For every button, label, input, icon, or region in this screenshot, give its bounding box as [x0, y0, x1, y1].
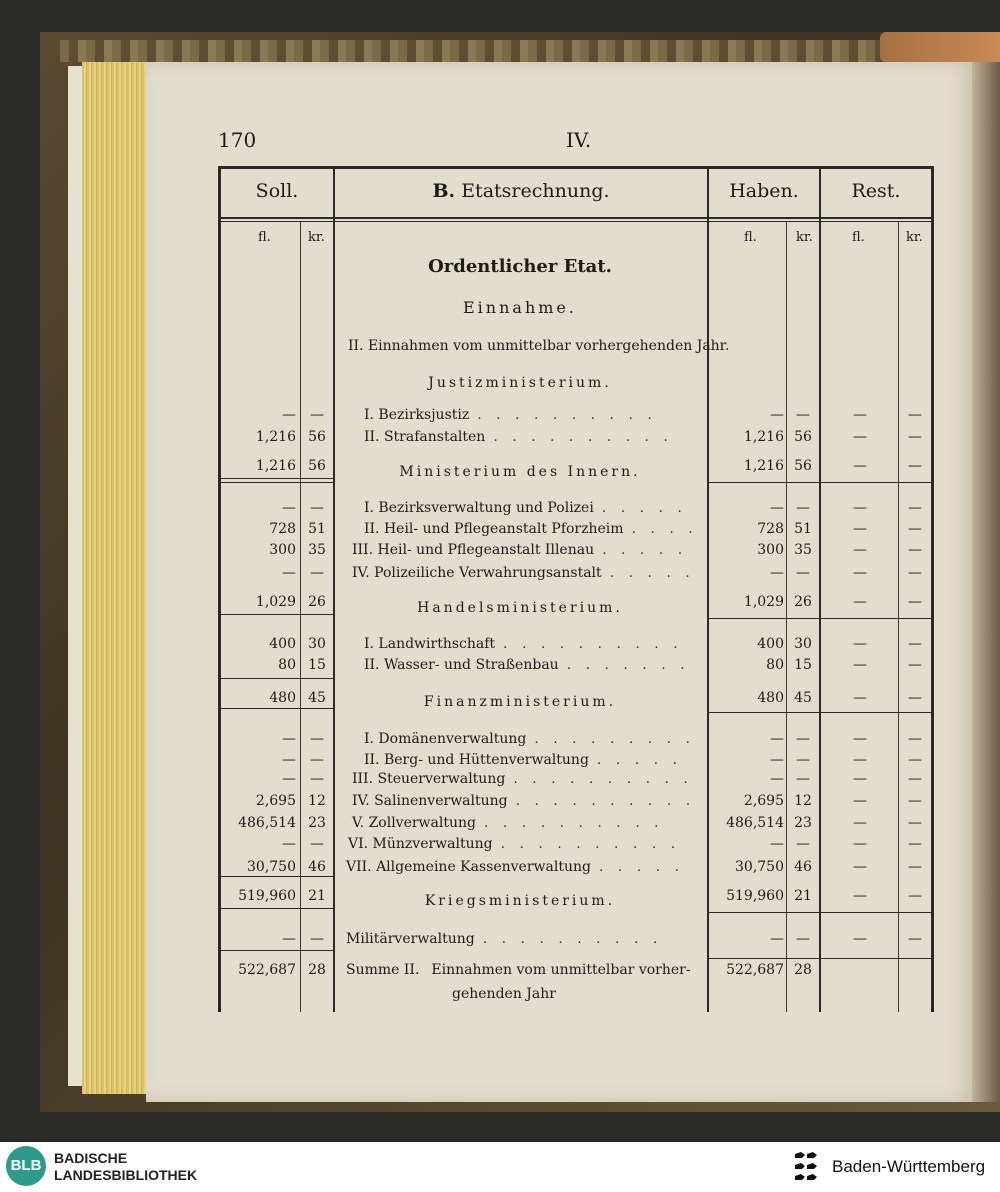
soll-fl-cell: 1,216	[255, 458, 296, 474]
haben-fl-cell: —	[770, 931, 784, 947]
rule	[221, 876, 333, 877]
rule	[709, 912, 931, 913]
unit-rest-kr: kr.	[906, 230, 923, 245]
section-justiz: Justizministerium.	[428, 375, 612, 391]
header-rule	[221, 217, 931, 219]
row-label-text: VII. Allgemeine Kassenverwaltung	[346, 859, 591, 875]
row-label-text: Summe II.	[346, 962, 420, 978]
unit-soll-kr: kr.	[308, 230, 325, 245]
haben-fl-cell: 300	[757, 542, 784, 558]
rule	[709, 958, 931, 959]
blb-logo-icon: BLB	[6, 1146, 46, 1186]
row-label	[352, 565, 695, 581]
soll-fl-cell: 486,514	[238, 815, 296, 831]
haben-kr-cell: —	[796, 836, 810, 852]
unit-rest-fl: fl.	[852, 230, 865, 245]
rule	[221, 614, 333, 615]
page-gutter-shadow	[972, 62, 1000, 1102]
soll-fl-cell: 728	[269, 521, 296, 537]
soll-kr-cell: 35	[308, 542, 326, 558]
dot-leader: . . . . . . .	[566, 657, 690, 673]
soll-fl-cell: —	[282, 731, 296, 747]
header-prefix: B.	[432, 180, 456, 202]
rest-kr-cell: —	[908, 731, 922, 747]
haben-fl-cell: 1,029	[743, 594, 784, 610]
soll-kr-cell: 12	[308, 793, 326, 809]
dot-leader: . . . . . . . . . .	[477, 407, 657, 423]
dot-leader: . . . . .	[602, 542, 688, 558]
soll-fl-cell: 400	[269, 636, 296, 652]
haben-fl-cell: 486,514	[726, 815, 784, 831]
row-label	[364, 657, 690, 673]
haben-fl-cell: 480	[757, 690, 784, 706]
haben-kr-cell: 15	[794, 657, 812, 673]
library-name	[54, 1150, 197, 1184]
haben-kr-cell: 26	[794, 594, 812, 610]
unit-soll-fl: fl.	[258, 230, 271, 245]
haben-kr-cell: 45	[794, 690, 812, 706]
rest-kr-cell: —	[908, 752, 922, 768]
haben-kr-cell: —	[796, 931, 810, 947]
row-label	[348, 836, 680, 852]
haben-fl-cell: —	[770, 836, 784, 852]
haben-kr-cell: —	[796, 731, 810, 747]
col-sep-rest-kr	[898, 222, 899, 1012]
soll-fl-cell: —	[282, 500, 296, 516]
col-sep-rest	[819, 169, 821, 1012]
dot-leader: . . . . . . . . . .	[484, 815, 664, 831]
soll-kr-cell: —	[310, 731, 324, 747]
col-sep-haben	[707, 169, 709, 1012]
rule	[221, 478, 333, 479]
rest-kr-cell: —	[908, 429, 922, 445]
rest-fl-cell: —	[853, 458, 867, 474]
rule	[709, 482, 931, 483]
haben-fl-cell: 30,750	[735, 859, 784, 875]
rest-kr-cell: —	[908, 636, 922, 652]
dot-leader: . . . . .	[601, 500, 687, 516]
rest-fl-cell: —	[853, 565, 867, 581]
soll-kr-cell: —	[310, 771, 324, 787]
rest-kr-cell: —	[908, 407, 922, 423]
dot-leader: . . . . . . . . . .	[482, 931, 663, 947]
dot-leader: . . . . .	[609, 565, 695, 581]
soll-kr-cell: 23	[308, 815, 326, 831]
intro-line: II. Einnahmen vom unmittelbar vorhergehenden Jahr.	[348, 338, 730, 354]
row-label-text: II. Strafanstalten	[364, 429, 486, 445]
soll-kr-cell: 15	[308, 657, 326, 673]
haben-kr-cell: 56	[794, 458, 812, 474]
dot-leader: . . . . . . . . . .	[503, 636, 683, 652]
haben-kr-cell: 23	[794, 815, 812, 831]
rest-kr-cell: —	[908, 859, 922, 875]
haben-fl-cell: 519,960	[726, 888, 784, 904]
rest-fl-cell: —	[853, 752, 867, 768]
col-sep-soll-kr	[300, 222, 301, 1012]
section-number: IV.	[566, 128, 592, 152]
haben-fl-cell: —	[770, 771, 784, 787]
row-label	[364, 752, 682, 768]
soll-fl-cell: 1,216	[255, 429, 296, 445]
soll-kr-cell: —	[310, 407, 324, 423]
rest-kr-cell: —	[908, 771, 922, 787]
rest-kr-cell: —	[908, 793, 922, 809]
page-edges	[82, 62, 146, 1094]
haben-fl-cell: 1,216	[743, 429, 784, 445]
haben-kr-cell: —	[796, 500, 810, 516]
section-finanz: Finanzministerium.	[423, 694, 617, 710]
section-innern: Ministerium des Innern.	[399, 464, 641, 480]
rest-fl-cell: —	[853, 657, 867, 673]
haben-fl-cell: —	[770, 731, 784, 747]
haben-fl-cell: 80	[766, 657, 784, 673]
row-label	[346, 962, 691, 978]
rest-kr-cell: —	[908, 542, 922, 558]
soll-kr-cell: —	[310, 836, 324, 852]
library-line1: BADISCHE	[54, 1150, 128, 1166]
haben-fl-cell: 728	[757, 521, 784, 537]
row-label-text: IV. Salinenverwaltung	[352, 793, 508, 809]
dot-leader: . . . . . . . . . .	[515, 793, 696, 809]
rule	[221, 908, 333, 909]
einnahme-heading: Einnahme.	[463, 298, 577, 317]
haben-kr-cell: —	[796, 565, 810, 581]
soll-fl-cell: 1,029	[255, 594, 296, 610]
row-label-text: II. Berg- und Hüttenverwaltung	[364, 752, 589, 768]
rest-fl-cell: —	[853, 771, 867, 787]
haben-kr-cell: 46	[794, 859, 812, 875]
state-name: Baden-Württemberg	[832, 1157, 986, 1176]
header-haben: Haben.	[729, 180, 799, 202]
soll-fl-cell: 80	[278, 657, 296, 673]
rest-fl-cell: —	[853, 521, 867, 537]
row-label-text: IV. Polizeiliche Verwahrungsanstalt	[352, 565, 602, 581]
rest-kr-cell: —	[908, 690, 922, 706]
haben-fl-cell: —	[770, 752, 784, 768]
ledger-table	[218, 166, 934, 1012]
soll-kr-cell: —	[310, 565, 324, 581]
soll-fl-cell: 2,695	[255, 793, 296, 809]
row-label	[364, 429, 673, 445]
library-line2: LANDESBIBLIOTHEK	[54, 1167, 198, 1183]
rest-fl-cell: —	[853, 859, 867, 875]
rest-fl-cell: —	[853, 429, 867, 445]
row-label-text: I. Landwirthschaft	[364, 636, 496, 652]
soll-fl-cell: 480	[269, 690, 296, 706]
soll-fl-cell: —	[282, 931, 296, 947]
soll-kr-cell: 51	[308, 521, 326, 537]
row-label	[352, 793, 695, 809]
soll-kr-cell: —	[310, 500, 324, 516]
row-label-text: III. Heil- und Pflegeanstalt Illenau	[352, 542, 595, 558]
book-cover-edge	[60, 40, 1000, 62]
rule	[221, 950, 333, 951]
rest-fl-cell: —	[853, 500, 867, 516]
col-sep-soll	[333, 169, 335, 1012]
etat-title: Ordentlicher Etat.	[428, 256, 612, 277]
coat-of-arms-icon	[792, 1150, 822, 1184]
dot-leader: . . . . .	[596, 752, 682, 768]
soll-kr-cell: 21	[308, 888, 326, 904]
row-label-cont: Einnahmen vom unmittelbar vorher-	[431, 962, 691, 978]
col-sep-haben-kr	[786, 222, 787, 1012]
rest-kr-cell: —	[908, 521, 922, 537]
row-label	[364, 731, 695, 747]
header-soll: Soll.	[255, 180, 299, 202]
rest-fl-cell: —	[853, 793, 867, 809]
row-label	[352, 815, 664, 831]
section-handel: Handelsministerium.	[417, 600, 623, 616]
header-rest: Rest.	[851, 180, 901, 202]
rest-fl-cell: —	[853, 594, 867, 610]
rule	[709, 618, 931, 619]
haben-fl-cell: 2,695	[743, 793, 784, 809]
rest-fl-cell: —	[853, 888, 867, 904]
soll-fl-cell: —	[282, 836, 296, 852]
rule	[709, 712, 931, 713]
haben-fl-cell: —	[770, 407, 784, 423]
soll-fl-cell: 519,960	[238, 888, 296, 904]
soll-kr-cell: 45	[308, 690, 326, 706]
rest-fl-cell: —	[853, 690, 867, 706]
row-label-text: II. Wasser- und Straßenbau	[364, 657, 559, 673]
dot-leader: . . . . . . . . .	[534, 731, 695, 747]
rule	[221, 708, 333, 709]
rest-fl-cell: —	[853, 407, 867, 423]
soll-fl-cell: —	[282, 752, 296, 768]
soll-fl-cell: —	[282, 565, 296, 581]
dot-leader: . . . . . . . . . .	[500, 836, 681, 852]
row-label-text: VI. Münzverwaltung	[348, 836, 493, 852]
haben-kr-cell: 28	[794, 962, 812, 978]
row-label	[352, 542, 687, 558]
rest-fl-cell: —	[853, 731, 867, 747]
header-rule-thin	[221, 221, 931, 222]
rest-kr-cell: —	[908, 836, 922, 852]
header-main: Etatsrechnung.	[461, 180, 610, 202]
rest-kr-cell: —	[908, 888, 922, 904]
row-label	[364, 636, 683, 652]
section-krieg: Kriegsministerium.	[424, 893, 616, 909]
rest-fl-cell: —	[853, 542, 867, 558]
rest-fl-cell: —	[853, 931, 867, 947]
rest-kr-cell: —	[908, 931, 922, 947]
rule	[221, 678, 333, 679]
row-label	[364, 407, 657, 423]
binding-strip	[68, 66, 82, 1086]
soll-fl-cell: 30,750	[247, 859, 296, 875]
row-label-text: III. Steuerverwaltung	[352, 771, 506, 787]
haben-kr-cell: 56	[794, 429, 812, 445]
soll-fl-cell: —	[282, 771, 296, 787]
rest-kr-cell: —	[908, 565, 922, 581]
row-label-line2-text: gehenden Jahr	[452, 986, 556, 1002]
soll-kr-cell: 56	[308, 429, 326, 445]
row-label-text: Militärverwaltung	[346, 931, 475, 947]
row-label-line2	[452, 986, 556, 1002]
dot-leader: . . . . .	[598, 859, 685, 875]
rule	[221, 482, 333, 483]
rest-kr-cell: —	[908, 458, 922, 474]
row-label	[364, 521, 698, 537]
soll-kr-cell: 28	[308, 962, 326, 978]
row-label	[346, 859, 684, 875]
dot-leader: . . . .	[631, 521, 698, 537]
row-label	[352, 771, 693, 787]
haben-kr-cell: 21	[794, 888, 812, 904]
soll-kr-cell: 56	[308, 458, 326, 474]
rest-kr-cell: —	[908, 815, 922, 831]
soll-fl-cell: 522,687	[238, 962, 296, 978]
soll-fl-cell: —	[282, 407, 296, 423]
row-label-text: V. Zollverwaltung	[352, 815, 476, 831]
soll-fl-cell: 300	[269, 542, 296, 558]
row-label-text: II. Heil- und Pflegeanstalt Pforzheim	[364, 521, 624, 537]
haben-kr-cell: 35	[794, 542, 812, 558]
row-label-text: I. Domänenverwaltung	[364, 731, 527, 747]
rest-fl-cell: —	[853, 815, 867, 831]
rest-kr-cell: —	[908, 594, 922, 610]
haben-kr-cell: —	[796, 407, 810, 423]
haben-kr-cell: 30	[794, 636, 812, 652]
soll-kr-cell: 30	[308, 636, 326, 652]
leather-corner	[880, 32, 1000, 62]
rest-fl-cell: —	[853, 636, 867, 652]
haben-kr-cell: 51	[794, 521, 812, 537]
haben-fl-cell: 1,216	[743, 458, 784, 474]
row-label	[364, 500, 687, 516]
row-label-text: I. Bezirksjustiz	[364, 407, 470, 423]
haben-fl-cell: 522,687	[726, 962, 784, 978]
haben-kr-cell: —	[796, 752, 810, 768]
rest-kr-cell: —	[908, 657, 922, 673]
haben-fl-cell: —	[770, 500, 784, 516]
haben-fl-cell: —	[770, 565, 784, 581]
row-label	[346, 931, 662, 947]
haben-kr-cell: 12	[794, 793, 812, 809]
soll-kr-cell: 46	[308, 859, 326, 875]
header-etatsrechnung	[335, 180, 707, 202]
unit-haben-kr: kr.	[796, 230, 813, 245]
rest-fl-cell: —	[853, 836, 867, 852]
soll-kr-cell: 26	[308, 594, 326, 610]
haben-kr-cell: —	[796, 771, 810, 787]
haben-fl-cell: 400	[757, 636, 784, 652]
dot-leader: . . . . . . . . . .	[493, 429, 673, 445]
unit-haben-fl: fl.	[744, 230, 757, 245]
page-number: 170	[218, 128, 257, 152]
rest-kr-cell: —	[908, 500, 922, 516]
soll-kr-cell: —	[310, 752, 324, 768]
dot-leader: . . . . . . . . . .	[513, 771, 693, 787]
row-label-text: I. Bezirksverwaltung und Polizei	[364, 500, 594, 516]
soll-kr-cell: —	[310, 931, 324, 947]
